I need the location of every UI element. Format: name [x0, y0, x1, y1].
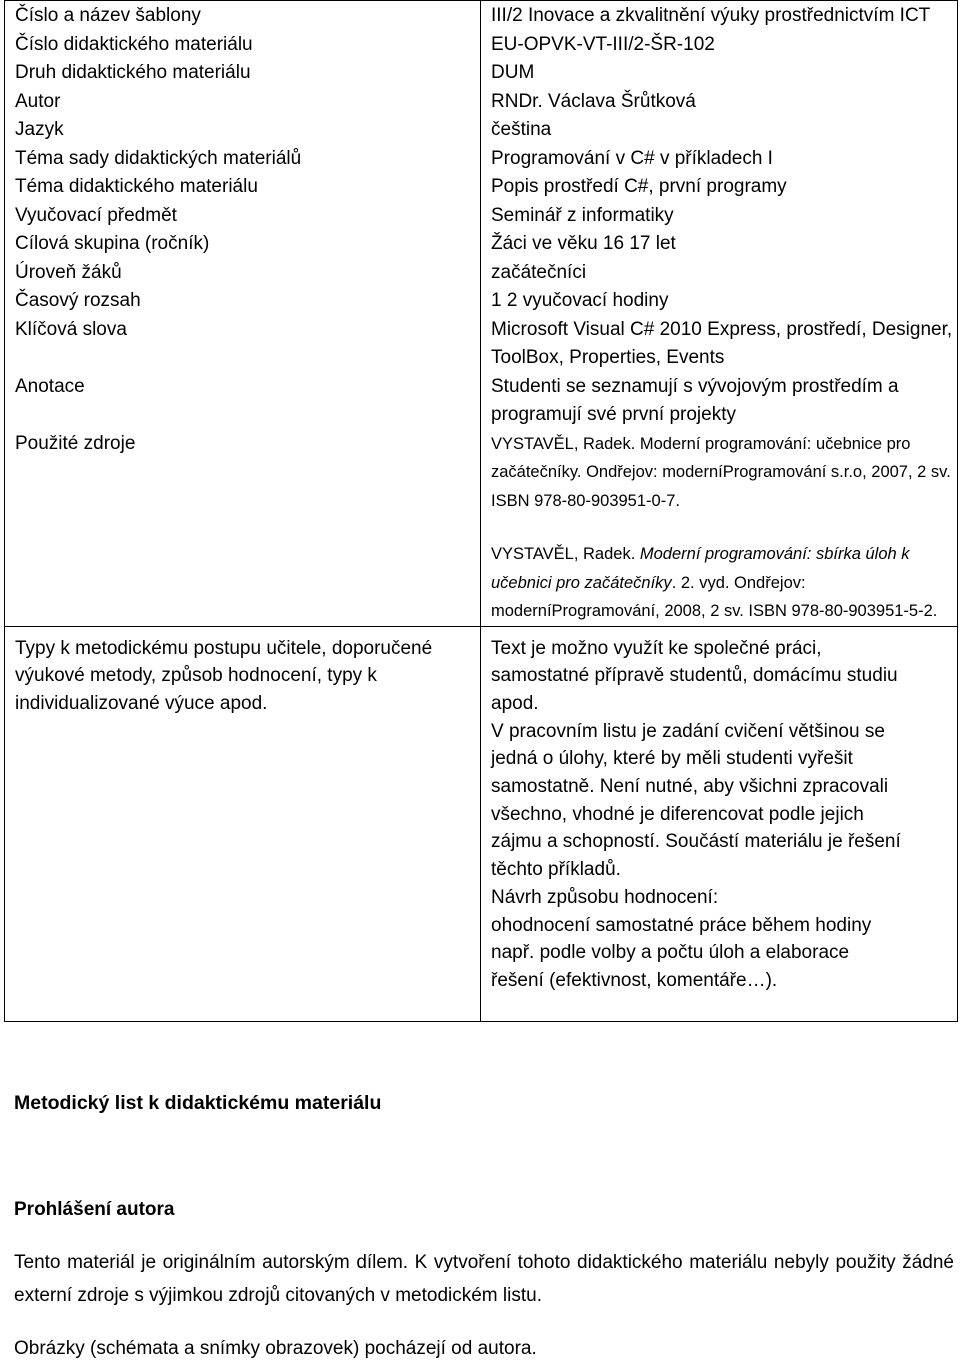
row-value: Studenti se seznamují s vývojovým prostředím a programují své první projekty	[481, 373, 958, 430]
row-value: RNDr. Václava Šrůtková	[481, 88, 958, 117]
notes-row	[5, 626, 958, 1021]
row-value: EU-OPVK-VT-III/2-ŠR-102	[481, 31, 958, 60]
notes-line: všechno, vhodné je diferencovat podle jejich	[491, 803, 864, 825]
row-label: Vyučovací předmět	[5, 202, 481, 231]
row-label: Anotace	[5, 373, 481, 430]
row-value: čeština	[481, 116, 958, 145]
notes-line: zájmu a schopností. Součástí materiálu je řešení	[491, 831, 901, 853]
table-row	[5, 59, 958, 88]
notes-line: Text je možno využít ke společné práci,	[491, 637, 822, 659]
notes-line: V pracovním listu je zadání cvičení většinou se	[491, 720, 885, 742]
row-label: Cílová skupina (ročník)	[5, 230, 481, 259]
table-row	[5, 173, 958, 202]
source-ref-1	[491, 430, 957, 516]
declaration-heading: Prohlášení autora	[14, 1199, 175, 1220]
row-value: 1 2 vyučovací hodiny	[481, 287, 958, 316]
notes-line: Návrh způsobu hodnocení:	[491, 886, 719, 908]
ref1-author: VYSTAVĚL, Radek.	[491, 434, 636, 453]
sources-value	[481, 430, 958, 627]
notes-line: samostatně. Není nutné, aby všichni zpracovali	[491, 776, 889, 798]
metadata-table	[4, 0, 958, 1022]
row-value: Programování v C# v příkladech I	[481, 145, 958, 174]
row-label: Klíčová slova	[5, 316, 481, 373]
row-label: Téma sady didaktických materiálů	[5, 145, 481, 174]
ref2-title: Moderní programování: sbírka úloh k učebnici pro začátečníky	[491, 545, 910, 592]
table-row	[5, 116, 958, 145]
notes-line: řešení (efektivnost, komentáře…).	[491, 969, 778, 991]
notes-line: apod.	[491, 692, 539, 714]
table-row	[5, 316, 958, 373]
row-label: Úroveň žáků	[5, 259, 481, 288]
row-value: Microsoft Visual C# 2010 Express, prostředí, Designer, ToolBox, Properties, Events	[481, 316, 958, 373]
notes-line: těchto příkladů.	[491, 859, 621, 881]
notes-line: samostatné přípravě studentů, domácímu studiu	[491, 665, 898, 687]
row-label: Autor	[5, 88, 481, 117]
images-note: Obrázky (schémata a snímky obrazovek) pocházejí od autora.	[14, 1338, 537, 1359]
notes-label: Typy k metodickému postupu učitele, doporučené výukové metody, způsob hodnocení, typy k individualizované výuce apod.	[5, 626, 481, 1021]
row-value: Seminář z informatiky	[481, 202, 958, 231]
row-label: Jazyk	[5, 116, 481, 145]
table-row	[5, 259, 958, 288]
table-row	[5, 287, 958, 316]
notes-line: jedná o úlohy, které by měli studenti vyřešit	[491, 748, 853, 770]
table-row	[5, 230, 958, 259]
row-label: Druh didaktického materiálu	[5, 59, 481, 88]
notes-line: např. podle volby a počtu úloh a elaborace	[491, 942, 850, 964]
ref2-author: VYSTAVĚL, Radek.	[491, 545, 636, 563]
sources-row	[5, 430, 958, 627]
row-label: Časový rozsah	[5, 287, 481, 316]
notes-value	[481, 626, 958, 1021]
page-title: Metodický list k didaktickému materiálu	[14, 1092, 382, 1114]
row-label: Číslo a název šablony	[5, 1, 481, 31]
table-row	[5, 1, 958, 31]
row-label: Téma didaktického materiálu	[5, 173, 481, 202]
notes-line: ohodnocení samostatné práce během hodiny	[491, 914, 872, 936]
sources-label: Použité zdroje	[5, 430, 481, 627]
table-row	[5, 145, 958, 174]
row-value: Popis prostředí C#, první programy	[481, 173, 958, 202]
table-row	[5, 88, 958, 117]
table-row	[5, 373, 958, 430]
table-row	[5, 31, 958, 60]
row-label: Číslo didaktického materiálu	[5, 31, 481, 60]
ref1-rest: Moderní programování: učebnice pro začátečníky. Ondřejov: moderníProgramování s.r.o, 2007, 2 sv. ISBN 978-80-903951-0-7.	[491, 434, 951, 510]
declaration-text: Tento materiál je originálním autorským dílem. K vytvoření tohoto didaktického materiálu nebyly použity žádné externí zdroje s výjimkou zdrojů citovaných v metodickém listu.	[14, 1252, 954, 1306]
row-value: začátečníci	[481, 259, 958, 288]
row-value: III/2 Inovace a zkvalitnění výuky prostřednictvím ICT	[481, 1, 958, 31]
ref2-rest: . 2. vyd. Ondřejov: moderníProgramování, 2008, 2 sv. ISBN 978-80-903951-5-2.	[491, 573, 938, 620]
source-ref-2	[491, 540, 957, 626]
row-value: DUM	[481, 59, 958, 88]
table-row	[5, 202, 958, 231]
row-value: Žáci ve věku 16 17 let	[481, 230, 958, 259]
